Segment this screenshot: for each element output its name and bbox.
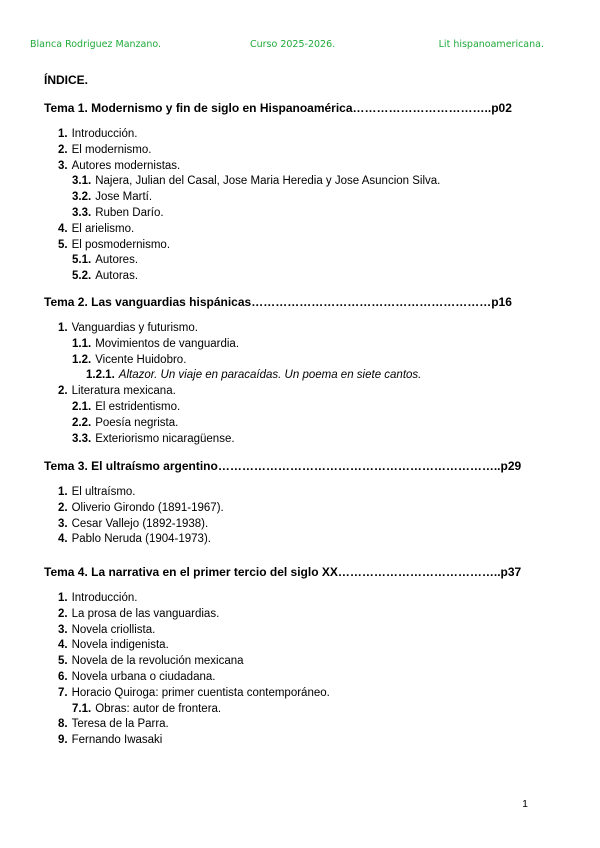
toc-item-text: El arielismo. [71,222,135,235]
toc-item-number: 1. [58,592,68,604]
toc-item-text: Autores. [95,254,139,267]
toc-item [44,368,530,384]
toc-item-text: Autores modernistas. [71,159,181,172]
toc-item-number: 2. [58,607,68,620]
page-header [30,39,544,51]
toc-item-text: Ruben Darío. [95,206,164,219]
toc-item-text: Movimientos de vanguardia. [95,337,240,350]
section-title: Tema 3. El ultraísmo argentino……………………………………………………………..p29 [44,459,522,473]
toc-item-number: 5. [58,238,68,251]
toc-item-text: La prosa de las vanguardias. [71,607,220,620]
section-items [44,321,530,447]
toc-item [44,269,530,285]
toc-item-number: 6. [58,670,68,683]
toc-item [44,400,530,416]
toc-item [44,159,530,175]
section-tema-3 [44,459,530,548]
toc-item-number: 7.1. [72,702,92,715]
toc-item-text: El modernismo. [71,143,152,156]
toc-item-text: Cesar Vallejo (1892-1938). [71,517,209,530]
toc-item-text: El ultraísmo. [71,486,136,498]
toc-item-text: Fernando Iwasaki [71,734,163,747]
toc-item-text: Introducción. [71,592,138,604]
toc-item-number: 1. [58,322,68,334]
toc-item [44,337,530,353]
toc-item [44,416,530,432]
toc-item [44,353,530,369]
toc-item-number: 3. [58,517,68,530]
header-subject: Lit hispanoamericana. [438,39,544,50]
section-title: Tema 1. Modernismo y fin de siglo en Hispanoamérica……………………………..p02 [44,101,512,115]
toc-item-text: Novela criollista. [71,623,156,636]
toc-item-number: 4. [58,533,68,546]
section-tema-1 [44,101,530,285]
toc-item [44,654,530,670]
toc-item [44,238,530,254]
toc-item [44,222,530,238]
toc-item-number: 1. [58,486,68,498]
index-title: ÍNDICE. [44,73,89,87]
header-author: Blanca Rodriguez Manzano. [30,39,162,50]
page-number: 1 [522,798,528,810]
toc-item-text: Altazor. Un viaje en paracaídas. Un poema en siete cantos. [118,369,422,382]
toc-item-text: Autoras. [95,270,139,283]
toc-item [44,384,530,400]
toc-item-text: Exteriorismo nicaragüense. [95,432,235,445]
toc-item [44,733,530,749]
toc-item [44,485,530,501]
toc-item-number: 4. [58,639,68,652]
toc-item-text: Novela de la revolución mexicana [71,655,244,668]
toc-item-number: 3.2. [72,191,92,204]
toc-item-text: Vanguardias y futurismo. [71,322,198,334]
toc-item-number: 2.1. [72,400,92,413]
toc-item [44,686,530,702]
toc-item-number: 3. [58,159,68,172]
toc-item-number: 5.1. [72,254,92,267]
toc-item-number: 5.2. [72,270,92,283]
toc-item-text: Jose Martí. [95,191,153,204]
toc-item [44,607,530,623]
toc-item [44,501,530,517]
section-title: Tema 2. Las vanguardias hispánicas……………………………………………………p16 [44,295,512,309]
section-items [44,127,530,285]
toc-item-text: Vicente Huidobro. [95,353,187,366]
toc-item [44,206,530,222]
toc-item-text: Oliverio Girondo (1891-1967). [71,501,224,514]
toc-item-number: 9. [58,734,68,747]
toc-item-text: Literatura mexicana. [71,385,176,398]
section-tema-4 [44,565,530,749]
toc-item-text: Novela indigenista. [71,639,169,652]
section-tema-2 [44,295,530,447]
toc-item-number: 2. [58,501,68,514]
toc-item-text: Novela urbana o ciudadana. [71,670,216,683]
toc-item-text: Horacio Quiroga: primer cuentista contemporáneo. [71,686,330,699]
toc-item-text: Teresa de la Parra. [71,718,169,731]
toc-item [44,432,530,448]
section-items [44,485,530,548]
toc-item-number: 3.3. [72,206,92,219]
toc-item-number: 7. [58,686,68,699]
section-title: Tema 4. La narrativa en el primer tercio del siglo XX…………………………………..p37 [44,565,522,579]
toc-item [44,591,530,607]
toc-item-text: Obras: autor de frontera. [95,702,222,715]
toc-item-text: Poesía negrista. [95,416,179,429]
toc-item-text: Pablo Neruda (1904-1973). [71,533,211,546]
toc-item-number: 3.1. [72,175,92,188]
toc-item-number: 3.3. [72,432,92,445]
toc-item [44,532,530,548]
toc-item-text: El estridentismo. [95,400,181,413]
toc-item-number: 8. [58,718,68,731]
toc-item [44,143,530,159]
toc-item [44,174,530,190]
toc-item-number: 1.2. [72,353,92,366]
toc-item [44,623,530,639]
toc-item [44,253,530,269]
toc-item [44,670,530,686]
toc-item-number: 1.1. [72,337,92,350]
toc-item-number: 4. [58,222,68,235]
toc-item-text: El posmodernismo. [71,238,171,251]
toc-item [44,190,530,206]
toc-item-number: 2. [58,143,68,156]
toc-item [44,702,530,718]
toc-item-text: Introducción. [71,128,138,140]
toc-item [44,717,530,733]
section-items [44,591,530,749]
toc-item [44,321,530,337]
toc-item [44,638,530,654]
toc-item-number: 5. [58,655,68,668]
toc-item-number: 2. [58,385,68,398]
toc-item-number: 1.2.1. [86,369,115,382]
toc-item-text: Najera, Julian del Casal, Jose Maria Heredia y Jose Asuncion Silva. [95,175,441,188]
toc-item-number: 1. [58,128,68,140]
toc-item [44,127,530,143]
toc-item-number: 3. [58,623,68,636]
header-course: Curso 2025-2026. [250,39,336,50]
toc-item [44,517,530,533]
toc-item-number: 2.2. [72,416,92,429]
